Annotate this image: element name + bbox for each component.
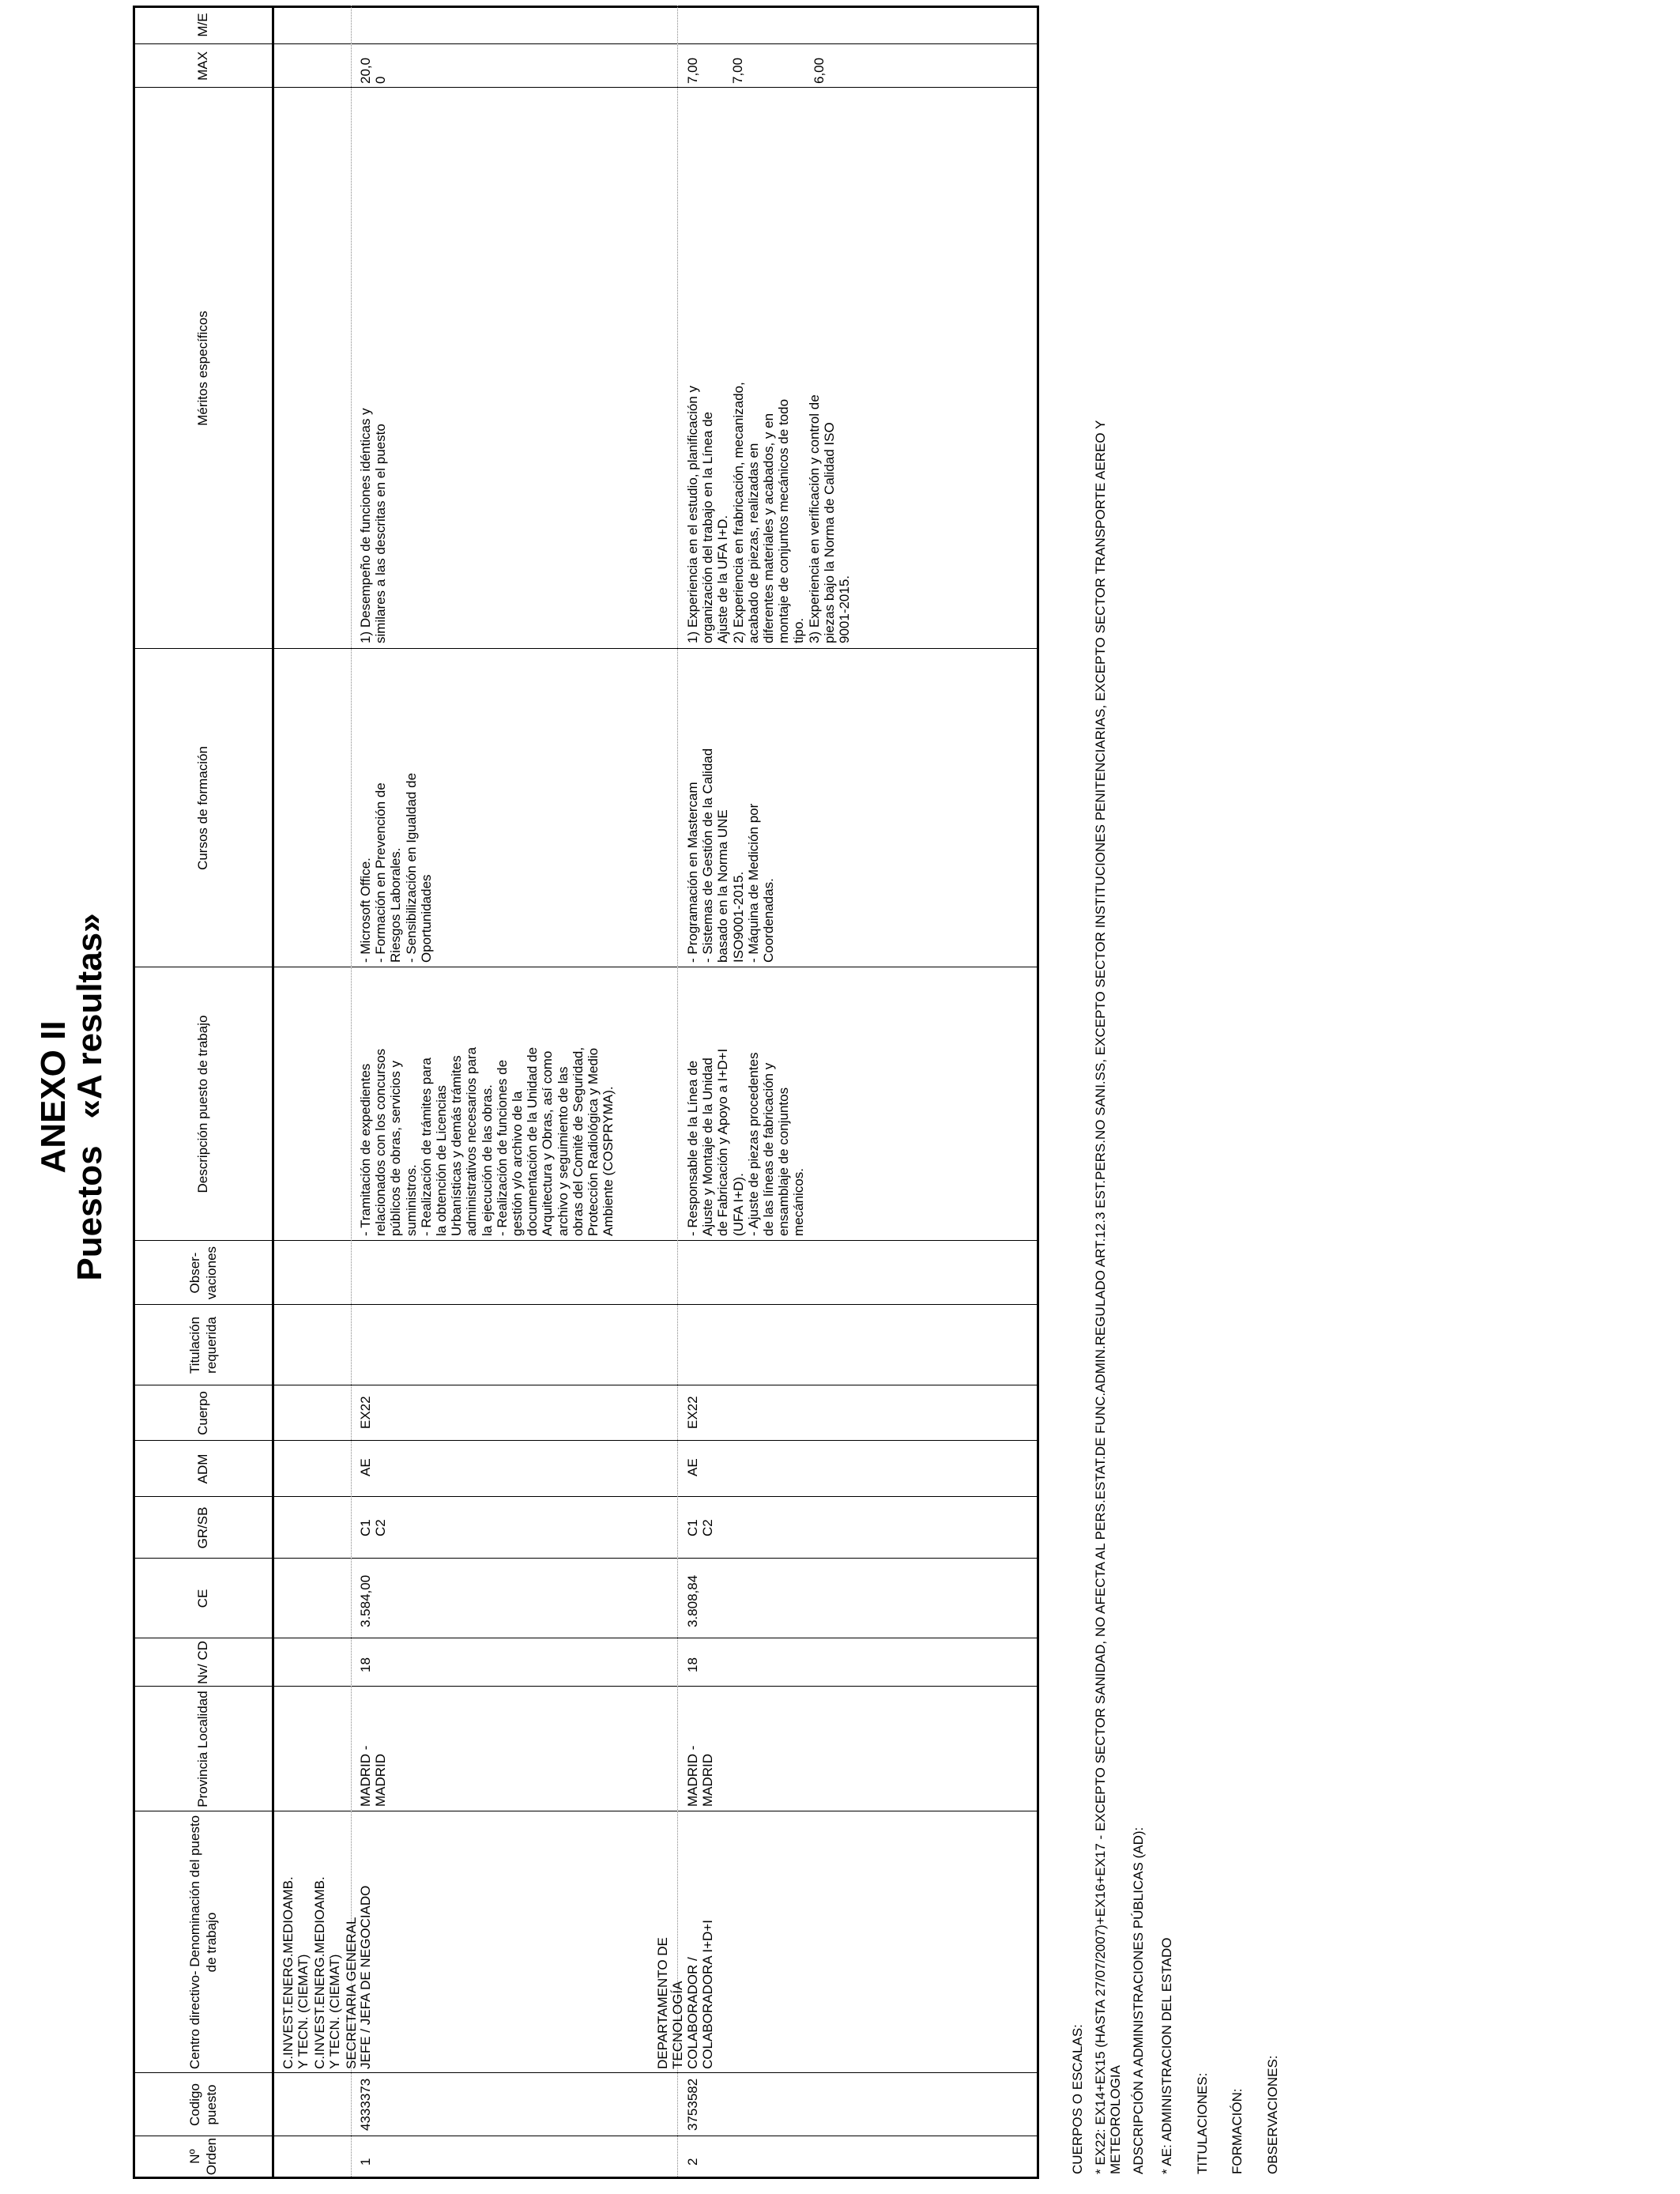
header-descripcion: Descripción puesto de trabajo <box>195 1015 211 1193</box>
subtitle-quote: «A resultas» <box>70 913 109 1119</box>
row2-cursos: - Programación en Mastercam - Sistemas de Gestión de la Calidad basado en la Norma UNE ISO9001-2015. - Máquina de Medición por Coordenadas. <box>685 748 777 963</box>
row1-provincia: MADRID - MADRID <box>358 1745 389 1807</box>
ministry-name: C.INVEST.ENERG.MEDIOAMB. Y TECN. (CIEMAT) <box>312 1876 343 2069</box>
row2-cuerpo: EX22 <box>685 1396 700 1429</box>
header-max: MAX <box>195 51 211 81</box>
row1-descripcion: - Tramitación de expedientes relacionados con los concursos públicos de obras, servicios y suministros. - Realización de trámites para la obtención de Licencias Urbanísticas y demás trámites administrativos necesarios para la ejecución de las obras. - Realización de funciones de gestión y/o archivo de la documentación de la Unidad de Arquitectura y Obras, así como archivo y seguimiento de las obras del Comité de Seguridad, Protección Radiológica y Medio Ambiente (COSPRYMA). <box>358 1046 616 1236</box>
row2-ce: 3.808,84 <box>685 1574 700 1627</box>
row1-codigo: 4333373 <box>358 2078 373 2131</box>
row1-unidad: SECRETARIA GENERAL <box>344 1917 359 2069</box>
row2-provincia: MADRID - MADRID <box>685 1745 716 1807</box>
row2-unidad: DEPARTAMENTO DE TECNOLOGÍA <box>655 1937 686 2069</box>
annex-subtitle <box>70 0 109 2194</box>
row1-nivel: 18 <box>358 1657 373 1672</box>
row1-meritos: 1) Desempeño de funciones idénticas y similares a las descritas en el puesto <box>358 408 389 643</box>
row1-adm: AE <box>358 1458 373 1476</box>
header-rule <box>272 8 274 2177</box>
adscripcion-text: * AE: ADMINISTRACION DEL ESTADO <box>1159 1937 1174 2174</box>
row2-max-2: 7,00 <box>730 57 745 84</box>
subtitle-label: Puestos <box>70 1145 109 1281</box>
positions-table <box>133 6 1039 2179</box>
row1-grupo: C1 C2 <box>358 1519 389 1536</box>
header-centro: Centro directivo- Denominación del puesto de trabajo <box>187 1815 219 2070</box>
header-nivel: Nv/ CD <box>195 1641 211 1684</box>
observaciones-label: OBSERVACIONES: <box>1265 2055 1280 2174</box>
row1-cursos: - Microsoft Office. - Formación en Prevención de Riesgos Laborales. - Sensibilización en Igualdad de Oportunidades <box>358 772 434 963</box>
header-orden: Nº Orden <box>187 2137 219 2176</box>
header-ce: CE <box>195 1589 211 1608</box>
cuerpos-heading: CUERPOS O ESCALAS: <box>1070 2024 1085 2174</box>
row2-max-3: 6,00 <box>812 57 827 84</box>
header-observaciones: Obser- vaciones <box>187 1246 219 1300</box>
titulaciones-label: TITULACIONES: <box>1195 2072 1210 2174</box>
row-separator <box>351 6 352 2177</box>
cuerpos-text: * EX22: EX14+EX15 (HASTA 27/07/2007)+EX16+EX17 - EXCEPTO SECTOR SANIDAD, NO AFECTA AL PERS.ESTAT.DE FUNC.ADMIN.REGULADO ART.12.3 EST.PERS.NO SANI.SS, EXCEPTO SECTOR INSTITUCIONES PENITENCIARIAS, EXCEPTO SECTOR TRANSPORTE AEREO Y METEOROLOGIA <box>1093 420 1123 2174</box>
row2-adm: AE <box>685 1458 700 1476</box>
row2-orden: 2 <box>685 2158 700 2166</box>
row1-puesto: JEFE / JEFA DE NEGOCIADO <box>358 1885 373 2069</box>
row2-max-1: 7,00 <box>685 57 700 84</box>
header-titulacion: Titulación requerida <box>187 1316 219 1374</box>
row2-puesto: COLABORADOR / COLABORADORA I+D+I <box>685 1920 716 2069</box>
row1-cuerpo: EX22 <box>358 1396 373 1429</box>
header-codigo: Codigo puesto <box>187 2083 219 2126</box>
header-adm: ADM <box>195 1453 211 1484</box>
row1-ce: 3.584,00 <box>358 1574 373 1627</box>
row1-orden: 1 <box>358 2158 373 2166</box>
row2-descripcion: - Responsable de la Línea de Ajuste y Montaje de la Unidad de Fabricación y Apoyo a I+D+I (UFA I+D). - Ajuste de piezas procedentes de las líneas de fabricación y ensamblaje de conjuntos mecánicos. <box>685 1048 807 1236</box>
ministry-name: C.INVEST.ENERG.MEDIOAMB. Y TECN. (CIEMAT) <box>281 1876 311 2069</box>
row2-meritos: 1) Experiencia en el estudio, planificación y organización del trabajo en la Línea de Ajuste de la UFA I+D. 2) Experiencia en frabricación, mecanizado, acabado de piezas, realizadas en diferentes materiales y acabados, y en montaje de conjuntos mecánicos de todo tipo. 3) Experiencia en verificación y control de piezas bajo la Norma de Calidad ISO 9001-2015. <box>685 382 853 643</box>
row2-codigo: 3753582 <box>685 2078 700 2131</box>
header-cursos: Cursos de formación <box>195 746 211 870</box>
header-meritos: Méritos específicos <box>195 311 211 426</box>
row1-max: 20,0 0 <box>358 57 389 84</box>
header-provincia: Provincia Localidad <box>195 1691 211 1808</box>
row2-grupo: C1 C2 <box>685 1519 716 1536</box>
header-me: M/E <box>195 13 211 37</box>
header-cuerpo: Cuerpo <box>195 1391 211 1435</box>
adscripcion-heading: ADSCRIPCIÓN A ADMINISTRACIONES PÚBLICAS (AD): <box>1131 1826 1146 2174</box>
formacion-label: FORMACIÓN: <box>1230 2088 1245 2174</box>
row2-nivel: 18 <box>685 1657 700 1672</box>
row-separator <box>677 6 678 2177</box>
annex-title: ANEXO II <box>34 1020 73 1174</box>
header-grupo: GR/SB <box>195 1506 211 1549</box>
